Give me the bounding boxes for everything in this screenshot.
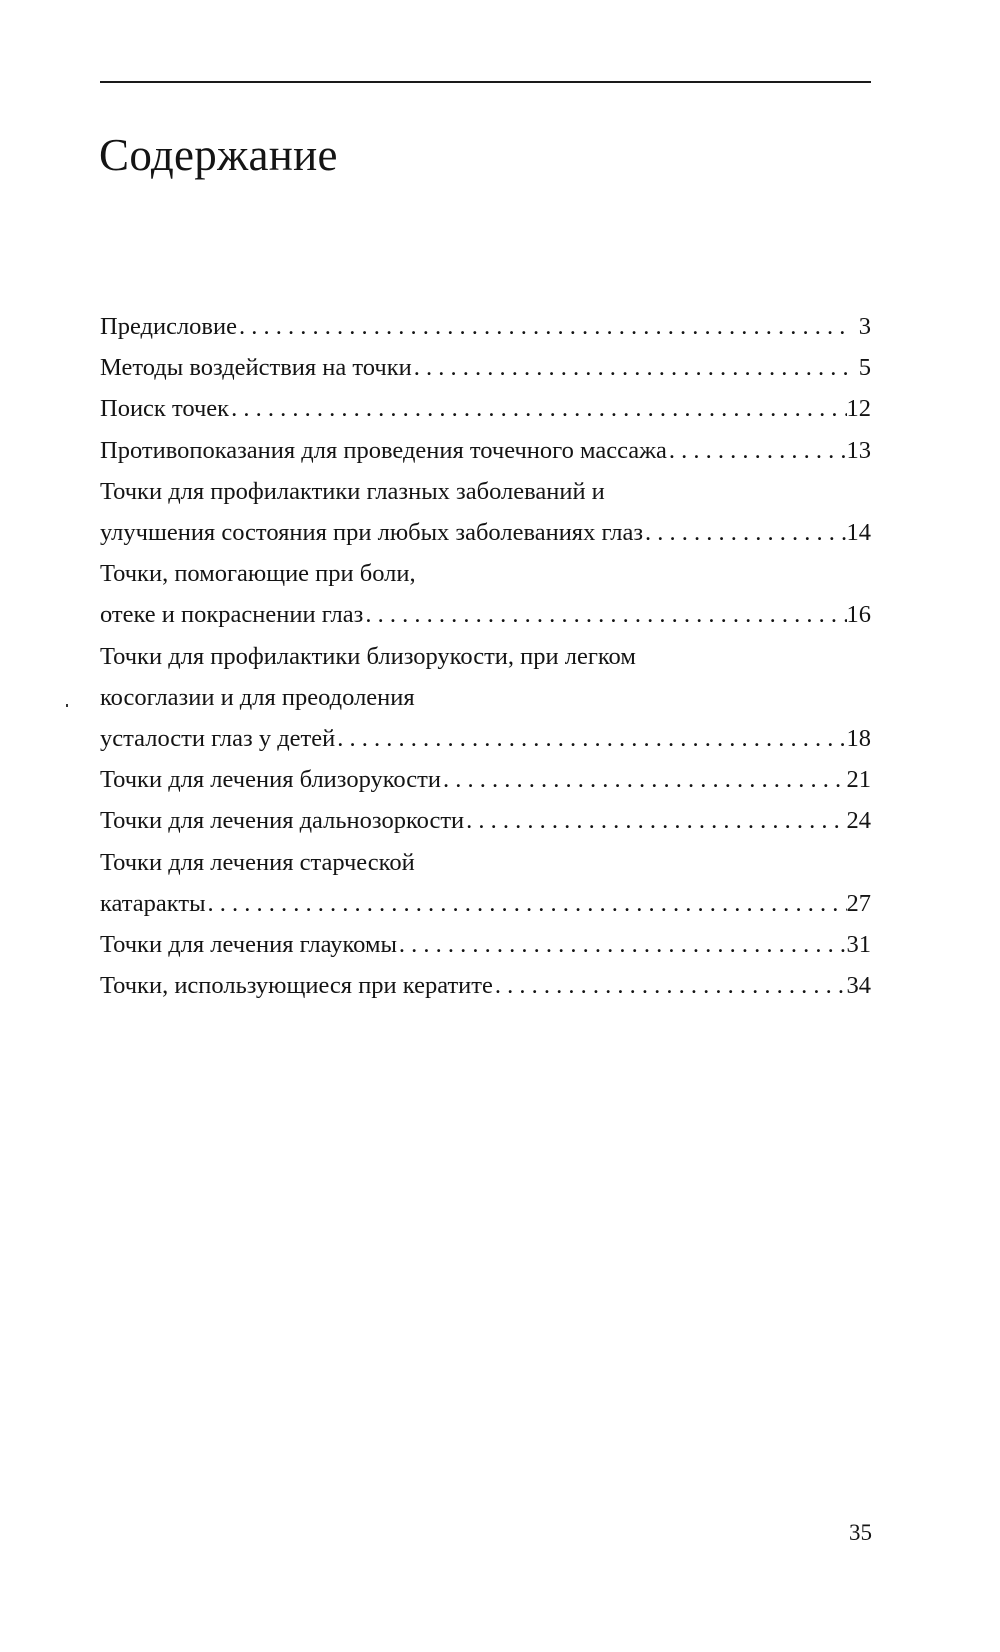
toc-entry[interactable] [100,347,871,388]
toc-page-number: 3 [858,313,871,340]
dot-leader [363,594,846,635]
toc-entry-text: Точки для лечения дальнозоркости [100,807,465,835]
toc-entry-text: усталости глаз у детей [100,725,336,753]
toc-entry[interactable] [100,924,871,965]
toc-entry-text: Точки, помогающие при боли, [100,560,416,588]
toc-entry-text: Точки для профилактики близорукости, при легком [100,642,636,670]
toc-page-number: 21 [846,766,871,794]
dot-leader [441,759,847,800]
toc-entry-row [100,718,871,759]
toc-entry[interactable] [100,636,871,760]
toc-entry[interactable] [100,759,871,800]
toc-entry-text: Точки для лечения близорукости [100,766,441,794]
toc-entry-row [100,800,871,841]
dot-leader [493,965,847,1006]
toc-entry-text: катаракты [100,889,206,917]
dot-leader [643,512,846,553]
toc-entry-row [100,759,871,800]
toc-entry[interactable] [100,430,871,471]
page-title: Содержание [99,130,338,180]
dot-leader [397,924,847,965]
dot-leader [229,388,846,429]
print-speck [66,704,68,707]
toc-entry-text: Точки, использующиеся при кератите [100,972,493,1000]
table-of-contents [100,306,871,1006]
toc-page-number: 13 [846,436,871,464]
dot-leader [335,718,846,759]
dot-leader [464,800,846,841]
toc-entry-row [100,306,871,347]
toc-entry[interactable] [100,553,871,635]
toc-page-number: 31 [846,931,871,959]
toc-entry-text: косоглазии и для преодоления [100,683,415,711]
toc-page-number: 18 [846,725,871,753]
toc-page-number: 24 [846,807,871,835]
toc-page-number: 14 [846,519,871,547]
toc-entry[interactable] [100,471,871,553]
toc-entry-row [100,965,871,1006]
toc-entry-text: улучшения состояния при любых заболеваниях глаз [100,519,644,547]
page-number: 35 [849,1520,872,1545]
toc-entry-row [100,430,871,471]
toc-entry[interactable] [100,388,871,429]
toc-page-number: 27 [846,889,871,917]
toc-entry-row [100,347,871,388]
toc-entry-text: Методы воздействия на точки [100,354,412,382]
toc-entry[interactable] [100,800,871,841]
dot-leader [206,883,847,924]
toc-page-number: 12 [846,395,871,423]
toc-entry-text: отеке и покраснении глаз [100,601,364,629]
top-rule [100,81,871,83]
toc-entry[interactable] [100,842,871,924]
toc-entry-row [100,512,871,553]
toc-page-number: 5 [858,354,871,382]
toc-entry-text: Точки для лечения глаукомы [100,931,397,959]
toc-entry-text: Поиск точек [100,395,230,423]
toc-page-number: 16 [846,601,871,629]
toc-entry-text: Точки для лечения старческой [100,848,415,876]
toc-entry[interactable] [100,965,871,1006]
dot-leader [412,347,847,388]
toc-entry-row [100,594,871,635]
toc-entry-row [100,388,871,429]
toc-entry-row [100,924,871,965]
toc-entry[interactable] [100,306,871,347]
toc-entry-row [100,883,871,924]
toc-entry-text: Точки для профилактики глазных заболеваний и [100,477,605,505]
toc-page-number: 34 [846,972,871,1000]
dot-leader [237,306,847,347]
toc-entry-text: Противопоказания для проведения точечного массажа [100,436,667,464]
toc-entry-text: Предисловие [100,313,237,340]
dot-leader [667,430,847,471]
